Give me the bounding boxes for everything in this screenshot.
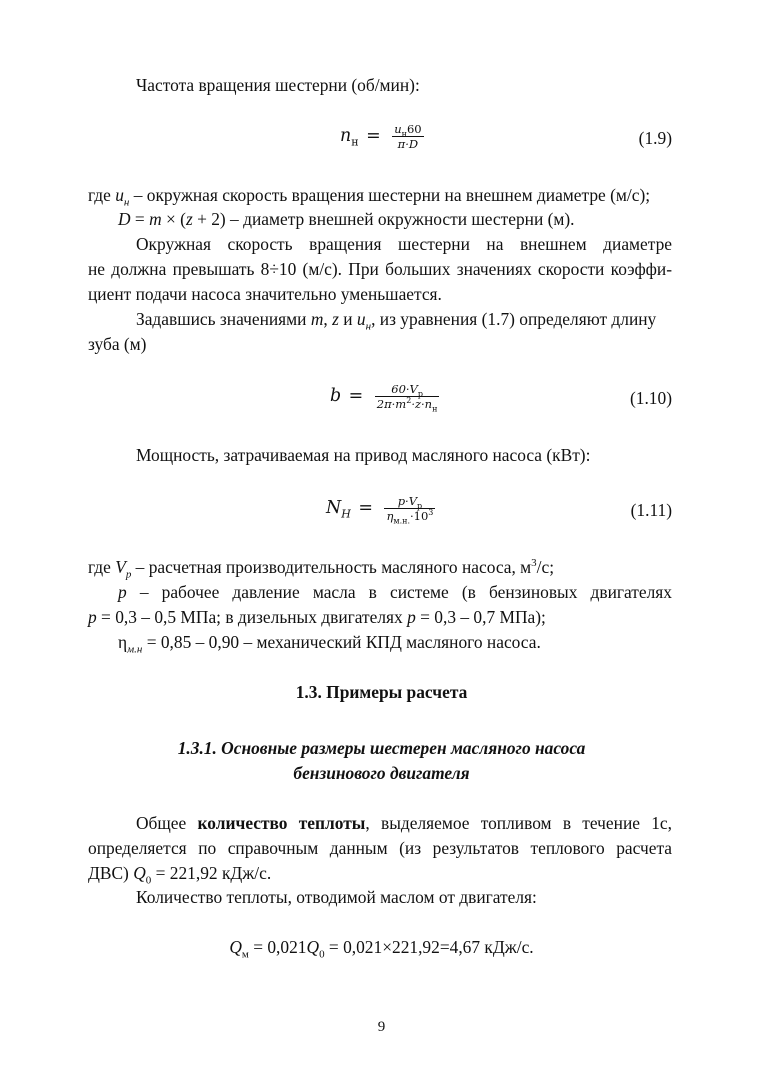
para1-line1: Окружная скорость вращения шестерни на внешнем диаметре — [136, 234, 672, 254]
fraction: $\frac{u_н60}{\pi\cdot D}$ — [394, 122, 422, 151]
equation-number-1-11: (1.11) — [630, 500, 672, 520]
equation-number-1-10: (1.10) — [629, 388, 672, 408]
where-u-line: где $u_н$ – окружная скорость вращения шестерни на внешнем диаметре (м/с); — [88, 185, 651, 209]
equation-number-1-9: (1.9) — [638, 128, 672, 148]
equation-1-11: $N_H$ = $\frac{p\cdot V_p}{\eta_{м.н.}\cdot 10^3}$ — [326, 494, 434, 526]
para3-line3: ДВС) $Q_0 = 221,92$ кДж/с. — [88, 863, 272, 887]
where-vp-line: где $V_p$ – расчетная производительность масляного насоса, $м^3/с$; — [88, 557, 555, 581]
para1-line2: не должна превышать 8÷10 (м/с). При больших значениях скорости коэффи- — [88, 259, 672, 279]
para4: Количество теплоты, отводимой маслом от двигателя: — [136, 887, 537, 907]
where-p-line1: p – рабочее давление масла в системе (в бензиновых двигателях — [118, 582, 672, 602]
para1-line3: циент подачи насоса значительно уменьшается. — [88, 284, 442, 304]
subsection-title-line1: 1.3.1. Основные размеры шестерен масляного насоса — [177, 738, 586, 758]
page-number: 9 — [377, 1019, 386, 1035]
para2-line1: Задавшись значениями m, z и $u_н$, из уравнения (1.7) определяют длину — [136, 309, 657, 333]
equation-q: $Q_м = 0,021Q_0 = 0,021\times 221,92=4,67$ кДж/с. — [229, 937, 534, 961]
para3-line2: определяется по справочным данным (из результатов теплового расчета — [88, 838, 672, 858]
para3-line1: Общее количество теплоты, выделяемое топливом в течение 1с, — [136, 813, 672, 833]
equation-1-9: $n_н$ = $\frac{u_н60}{\pi\cdot D}$ — [340, 122, 422, 151]
equation-1-10: b = $\frac{60\cdot V_p}{2\pi\cdot m^2\cdot z\cdot n_н}$ — [330, 382, 438, 414]
power-heading: Мощность, затрачиваемая на привод масляного насоса (кВт): — [136, 445, 591, 465]
fraction: $\frac{60\cdot V_p}{2\pi\cdot m^2\cdot z\cdot n_н}$ — [376, 382, 438, 414]
speed-heading: Частота вращения шестерни (об/мин): — [136, 75, 420, 95]
section-title: 1.3. Примеры расчета — [295, 682, 468, 702]
para2-line2: зуба (м) — [88, 334, 147, 354]
where-p-line2: p = 0,3 – 0,5 МПа; в дизельных двигателях p = 0,3 – 0,7 МПа); — [88, 607, 546, 627]
where-d-line: D = m × (z + 2) – диаметр внешней окружности шестерни (м). — [118, 209, 575, 229]
fraction: $\frac{p\cdot V_p}{\eta_{м.н.}\cdot 10^3}$ — [386, 494, 434, 526]
where-eta-line: $\eta_{м.н} = 0,85 - 0,90$ – механический КПД масляного насоса. — [118, 632, 541, 656]
subsection-title-line2: бензинового двигателя — [293, 763, 470, 783]
